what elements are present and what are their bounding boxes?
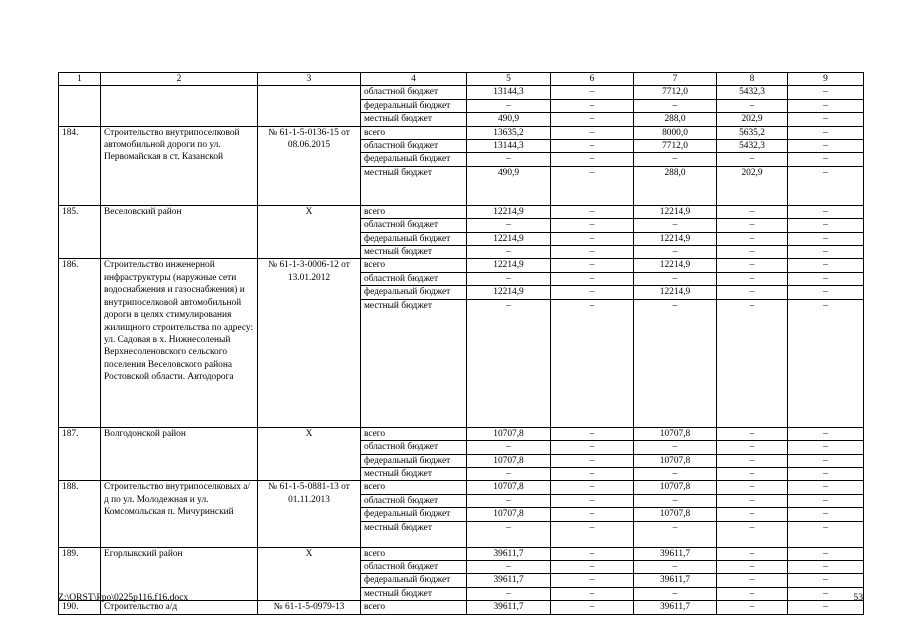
value-col9: –	[788, 601, 864, 614]
value-col7: 10707,8	[634, 508, 717, 521]
budget-type: всего	[361, 427, 467, 440]
value-col5: –	[467, 299, 551, 427]
value-col5: –	[467, 441, 551, 454]
object-name: Волгодонской район	[101, 427, 258, 481]
value-col5: –	[467, 219, 551, 232]
value-col7: –	[634, 560, 717, 573]
value-col5: 39611,7	[467, 574, 551, 587]
value-col5: 13144,3	[467, 86, 551, 99]
value-col8: –	[717, 99, 788, 112]
value-col6: –	[551, 587, 634, 600]
table-row	[59, 259, 864, 272]
value-col9: –	[788, 427, 864, 440]
value-col9: –	[788, 587, 864, 600]
budget-type: областной бюджет	[361, 219, 467, 232]
budget-type: федеральный бюджет	[361, 454, 467, 467]
value-col8: –	[717, 574, 788, 587]
value-col7: 7712,0	[634, 86, 717, 99]
value-col9: –	[788, 99, 864, 112]
value-col9: –	[788, 467, 864, 480]
row-number: 187.	[59, 427, 101, 481]
conclusion-ref	[258, 86, 361, 126]
value-col7: 39611,7	[634, 547, 717, 560]
object-name: Строительство инженерной инфраструктуры (наружные сети водоснабжения и газоснабжения) и внутрипоселковой автомобильной дороги в целях стимулирования жилищного строительства по адресу: ул. Садовая в х. Нижнесоленый Верхнесоленовского сельского поселения Веселовского района Ростовской области. Автодорога	[101, 259, 258, 427]
row-number: 186.	[59, 259, 101, 427]
budget-table	[58, 72, 864, 615]
value-col8: –	[717, 219, 788, 232]
budget-type: всего	[361, 481, 467, 494]
value-col6: –	[551, 574, 634, 587]
col-header-4: 4	[361, 73, 467, 86]
value-col7: –	[634, 246, 717, 259]
value-col9: –	[788, 153, 864, 166]
header-row	[59, 73, 864, 86]
value-col5: –	[467, 272, 551, 285]
value-col5: 490,9	[467, 113, 551, 126]
value-col6: –	[551, 126, 634, 139]
value-col8: –	[717, 481, 788, 494]
value-col9: –	[788, 286, 864, 299]
object-name: Строительство внутрипоселковой автомобильной дороги по ул. Первомайская в ст. Казанской	[101, 126, 258, 205]
value-col9: –	[788, 299, 864, 427]
row-number: 185.	[59, 205, 101, 259]
value-col9: –	[788, 126, 864, 139]
value-col6: –	[551, 547, 634, 560]
value-col6: –	[551, 521, 634, 547]
value-col9: –	[788, 454, 864, 467]
value-col8: –	[717, 427, 788, 440]
value-col7: 12214,9	[634, 205, 717, 218]
budget-type: местный бюджет	[361, 467, 467, 480]
conclusion-ref: X	[258, 427, 361, 481]
col-header-9: 9	[788, 73, 864, 86]
value-col5: 39611,7	[467, 601, 551, 614]
value-col6: –	[551, 272, 634, 285]
col-header-1: 1	[59, 73, 101, 86]
value-col9: –	[788, 113, 864, 126]
value-col9: –	[788, 259, 864, 272]
value-col8: –	[717, 601, 788, 614]
value-col7: 10707,8	[634, 427, 717, 440]
value-col9: –	[788, 560, 864, 573]
value-col6: –	[551, 166, 634, 205]
conclusion-ref: № 61-1-3-0006-12 от 13.01.2012	[258, 259, 361, 427]
value-col6: –	[551, 286, 634, 299]
value-col9: –	[788, 140, 864, 153]
table-row	[59, 86, 864, 99]
budget-type: местный бюджет	[361, 587, 467, 600]
budget-type: всего	[361, 205, 467, 218]
value-col6: –	[551, 299, 634, 427]
col-header-3: 3	[258, 73, 361, 86]
value-col7: –	[634, 494, 717, 507]
value-col5: 10707,8	[467, 427, 551, 440]
value-col9: –	[788, 521, 864, 547]
value-col8: –	[717, 454, 788, 467]
value-col7: –	[634, 153, 717, 166]
row-number: 189.	[59, 547, 101, 601]
object-name: Строительство внутрипоселковых а/д по ул. Молодежная и ул. Комсомольская п. Мичуринский	[101, 481, 258, 547]
budget-type: федеральный бюджет	[361, 286, 467, 299]
budget-type: областной бюджет	[361, 272, 467, 285]
value-col9: –	[788, 574, 864, 587]
value-col7: 288,0	[634, 166, 717, 205]
value-col6: –	[551, 219, 634, 232]
conclusion-ref: X	[258, 205, 361, 259]
value-col7: –	[634, 299, 717, 427]
object-name	[101, 86, 258, 126]
value-col6: –	[551, 508, 634, 521]
value-col9: –	[788, 481, 864, 494]
value-col7: –	[634, 441, 717, 454]
value-col5: 10707,8	[467, 481, 551, 494]
budget-type: всего	[361, 601, 467, 614]
value-col6: –	[551, 560, 634, 573]
value-col6: –	[551, 86, 634, 99]
row-number	[59, 86, 101, 126]
value-col7: 39611,7	[634, 574, 717, 587]
value-col7: –	[634, 99, 717, 112]
value-col5: 12214,9	[467, 205, 551, 218]
value-col6: –	[551, 153, 634, 166]
value-col7: –	[634, 219, 717, 232]
value-col7: –	[634, 521, 717, 547]
budget-type: федеральный бюджет	[361, 574, 467, 587]
budget-type: местный бюджет	[361, 113, 467, 126]
table-row	[59, 126, 864, 139]
value-col7: 10707,8	[634, 454, 717, 467]
value-col9: –	[788, 272, 864, 285]
value-col5: 490,9	[467, 166, 551, 205]
budget-type: федеральный бюджет	[361, 232, 467, 245]
value-col8: –	[717, 508, 788, 521]
col-header-7: 7	[634, 73, 717, 86]
value-col7: 12214,9	[634, 259, 717, 272]
conclusion-ref: № 61-1-5-0881-13 от 01.11.2013	[258, 481, 361, 547]
value-col9: –	[788, 166, 864, 205]
col-header-5: 5	[467, 73, 551, 86]
value-col8: 5635,2	[717, 126, 788, 139]
value-col9: –	[788, 232, 864, 245]
value-col8: –	[717, 521, 788, 547]
value-col8: 5432,3	[717, 140, 788, 153]
value-col5: –	[467, 521, 551, 547]
table-row	[59, 547, 864, 560]
value-col8: –	[717, 153, 788, 166]
value-col6: –	[551, 205, 634, 218]
budget-type: федеральный бюджет	[361, 99, 467, 112]
value-col7: –	[634, 272, 717, 285]
value-col5: –	[467, 560, 551, 573]
budget-type: областной бюджет	[361, 560, 467, 573]
value-col9: –	[788, 547, 864, 560]
conclusion-ref: X	[258, 547, 361, 601]
value-col6: –	[551, 259, 634, 272]
value-col8: –	[717, 547, 788, 560]
row-number: 184.	[59, 126, 101, 205]
value-col8: 202,9	[717, 166, 788, 205]
document-path: Z:\ORST\Ppo\0225p116.f16.docx	[58, 592, 189, 603]
budget-type: местный бюджет	[361, 299, 467, 427]
value-col5: –	[467, 246, 551, 259]
budget-type: областной бюджет	[361, 86, 467, 99]
conclusion-ref: № 61-1-5-0136-15 от 08.06.2015	[258, 126, 361, 205]
value-col5: 13635,2	[467, 126, 551, 139]
value-col5: 39611,7	[467, 547, 551, 560]
row-number: 188.	[59, 481, 101, 547]
page-number: 53	[853, 592, 863, 603]
value-col7: 288,0	[634, 113, 717, 126]
value-col6: –	[551, 467, 634, 480]
value-col5: –	[467, 587, 551, 600]
value-col9: –	[788, 494, 864, 507]
value-col9: –	[788, 441, 864, 454]
object-name: Веселовский район	[101, 205, 258, 259]
budget-type: областной бюджет	[361, 140, 467, 153]
value-col8: 202,9	[717, 113, 788, 126]
value-col9: –	[788, 219, 864, 232]
value-col5: 12214,9	[467, 232, 551, 245]
col-header-2: 2	[101, 73, 258, 86]
value-col8: –	[717, 299, 788, 427]
value-col5: –	[467, 467, 551, 480]
value-col8: –	[717, 467, 788, 480]
value-col8: –	[717, 205, 788, 218]
budget-type: областной бюджет	[361, 441, 467, 454]
value-col6: –	[551, 140, 634, 153]
object-name: Егорлыкский район	[101, 547, 258, 601]
budget-type: всего	[361, 126, 467, 139]
value-col7: 7712,0	[634, 140, 717, 153]
budget-type: местный бюджет	[361, 246, 467, 259]
value-col7: 12214,9	[634, 286, 717, 299]
value-col6: –	[551, 232, 634, 245]
value-col8: 5432,3	[717, 86, 788, 99]
value-col7: 39611,7	[634, 601, 717, 614]
row-number: 190.	[59, 601, 101, 614]
value-col5: 13144,3	[467, 140, 551, 153]
value-col5: 10707,8	[467, 508, 551, 521]
budget-type: местный бюджет	[361, 521, 467, 547]
budget-type: областной бюджет	[361, 494, 467, 507]
value-col6: –	[551, 441, 634, 454]
value-col9: –	[788, 246, 864, 259]
table-row	[59, 205, 864, 218]
value-col6: –	[551, 427, 634, 440]
value-col8: –	[717, 246, 788, 259]
value-col6: –	[551, 601, 634, 614]
table-row	[59, 427, 864, 440]
col-header-6: 6	[551, 73, 634, 86]
value-col7: 10707,8	[634, 481, 717, 494]
value-col9: –	[788, 86, 864, 99]
budget-type: всего	[361, 547, 467, 560]
value-col5: 12214,9	[467, 259, 551, 272]
value-col9: –	[788, 508, 864, 521]
budget-type: федеральный бюджет	[361, 153, 467, 166]
value-col6: –	[551, 494, 634, 507]
value-col6: –	[551, 113, 634, 126]
table-row	[59, 481, 864, 494]
value-col8: –	[717, 272, 788, 285]
value-col5: –	[467, 153, 551, 166]
value-col6: –	[551, 99, 634, 112]
value-col6: –	[551, 246, 634, 259]
value-col8: –	[717, 587, 788, 600]
value-col9: –	[788, 205, 864, 218]
value-col7: –	[634, 467, 717, 480]
value-col5: –	[467, 99, 551, 112]
value-col8: –	[717, 494, 788, 507]
value-col5: 12214,9	[467, 286, 551, 299]
col-header-8: 8	[717, 73, 788, 86]
value-col7: –	[634, 587, 717, 600]
value-col8: –	[717, 259, 788, 272]
value-col7: 12214,9	[634, 232, 717, 245]
object-name: Строительство а/д	[101, 601, 258, 614]
value-col8: –	[717, 560, 788, 573]
value-col8: –	[717, 232, 788, 245]
budget-type: местный бюджет	[361, 166, 467, 205]
value-col5: 10707,8	[467, 454, 551, 467]
value-col6: –	[551, 454, 634, 467]
value-col5: –	[467, 494, 551, 507]
value-col8: –	[717, 441, 788, 454]
conclusion-ref: № 61-1-5-0979-13	[258, 601, 361, 614]
value-col8: –	[717, 286, 788, 299]
value-col7: 8000,0	[634, 126, 717, 139]
budget-type: федеральный бюджет	[361, 508, 467, 521]
budget-type: всего	[361, 259, 467, 272]
value-col6: –	[551, 481, 634, 494]
